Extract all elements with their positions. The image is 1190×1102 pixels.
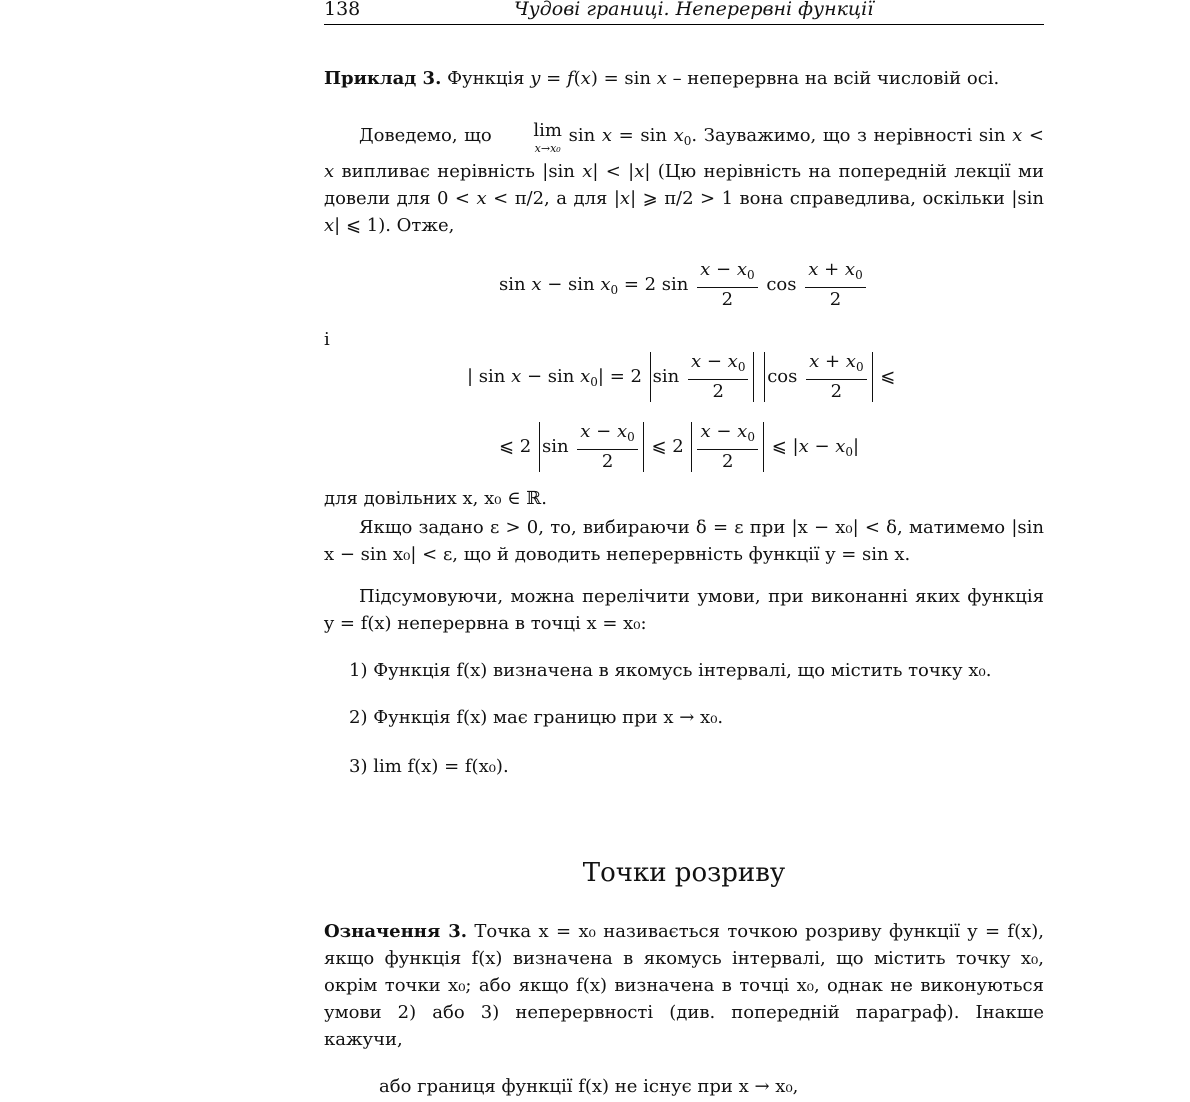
example-label: Приклад 3. xyxy=(324,68,442,89)
page-header xyxy=(324,0,1044,25)
page-number: 138 xyxy=(324,0,361,20)
connector-word: і xyxy=(324,329,330,350)
section-title: Точки розриву xyxy=(582,858,786,888)
conclusion-paragraph: Якщо задано ε > 0, то, вибираючи δ = ε при |x − x₀| < δ, матимемо |sin x − sin x₀| < ε, що й доводить неперервність функції y = sin x. xyxy=(324,517,1044,565)
page xyxy=(324,0,1044,1097)
condition-3: 3) lim f(x) = f(x₀). xyxy=(349,756,509,777)
equation-abs-estimate-1: | $\sin x - \sin x_0| = 2$ sin $\frac{x - x_0}{2}$ cos $\frac{x + x_0}{2}$ ⩽ xyxy=(467,351,896,402)
running-title: Чудові границі. Неперервні функції xyxy=(514,0,874,20)
proof-paragraph: Доведемо, що lim x→x₀ $\sin x = \sin x_0$. Зауважимо, що з нерівності sin x < x випливає нерівність |sin x| < |x| (Цю нерівність на попередній лекції ми довели для 0 < x < π/2, а для |x| ⩾ π/2 > 1 вона справедлива, оскільки |sin x| ⩽ 1). Отже, xyxy=(324,120,1044,236)
example-paragraph: Приклад 3. Функція y = f(x) = sin x – неперервна на всій числовій осі. xyxy=(324,68,1000,89)
definition-text: Точка x = x₀ називається точкою розриву функції y = f(x), якщо функція f(x) визначена в якомусь інтервалі, що містить точку x₀, окрім точки x₀; або якщо f(x) визначена в точці x₀, однак не виконуються умови 2) або 3) неперервності (див. попередній параграф). Інакше кажучи, xyxy=(324,921,1044,1050)
for-all-line: для довільних x, x₀ ∈ ℝ. xyxy=(324,488,547,509)
definition-paragraph xyxy=(324,918,1044,1053)
summary-intro: Підсумовуючи, можна перелічити умови, при виконанні яких функція y = f(x) неперервна в точці x = x₀: xyxy=(324,586,1044,634)
equation-sum-to-product: $\sin x - \sin x_0 = 2$ sin $\frac{x - x_0}{2}$ cos $\frac{x + x_0}{2}$ xyxy=(499,258,869,312)
condition-1: 1) Функція f(x) визначена в якомусь інтервалі, що містить точку x₀. xyxy=(349,660,992,681)
condition-2: 2) Функція f(x) має границю при x → x₀. xyxy=(349,707,724,728)
definition-label: Означення 3. xyxy=(324,921,468,942)
equation-abs-estimate-2: ⩽ 2 sin $\frac{x - x_0}{2}$ ⩽ 2 $\frac{x - x_0}{2}$ ⩽ $|x - x_0|$ xyxy=(499,421,860,472)
definition-first-case: або границя функції f(x) не існує при x → x₀, xyxy=(379,1076,799,1097)
